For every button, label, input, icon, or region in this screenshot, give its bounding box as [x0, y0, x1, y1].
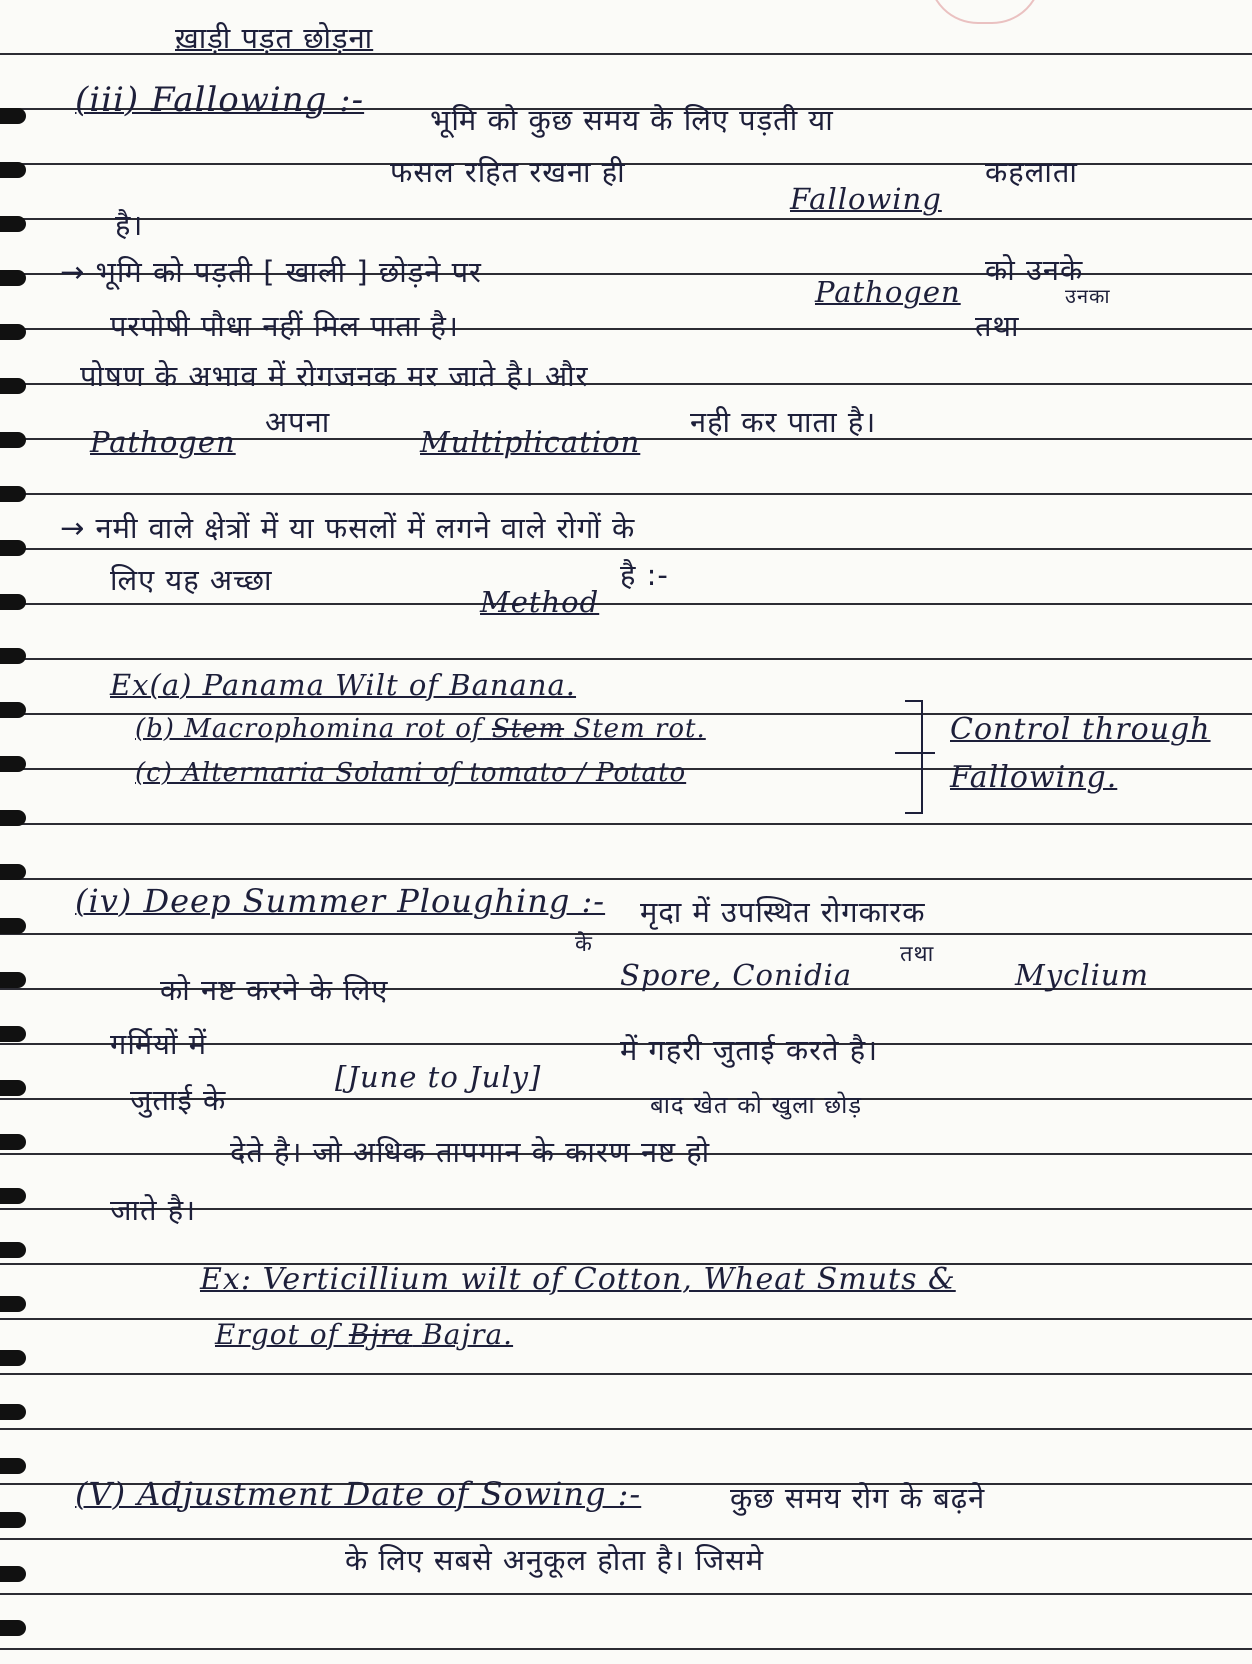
binding-ring — [0, 1512, 26, 1528]
binding-ring — [0, 216, 26, 232]
text-line: के — [575, 932, 593, 957]
binding-ring — [0, 1026, 26, 1042]
term-multiplication: Multiplication — [420, 425, 641, 459]
binding-ring — [0, 378, 26, 394]
binding-ring — [0, 810, 26, 826]
binding-ring — [0, 432, 26, 448]
binding-ring — [0, 756, 26, 772]
text-line: तथा — [900, 942, 935, 967]
example-part: Ergot of — [215, 1318, 339, 1351]
example-b — [135, 714, 706, 744]
term-spore-conidia: Spore, Conidia — [620, 958, 853, 992]
example-part: Bajra. — [422, 1318, 514, 1351]
text-line: लिए यह अच्छा — [110, 563, 273, 597]
binding-ring — [0, 702, 26, 718]
text-line: → नमी वाले क्षेत्रों में या फसलों में लगने वाले रोगों के — [60, 511, 636, 545]
binding-ring — [0, 162, 26, 178]
text-line: बाद खेत को खुला छोड़ — [650, 1091, 863, 1119]
text-line: उनका — [1065, 284, 1111, 308]
binding-ring — [0, 1404, 26, 1420]
example-a: Ex(a) Panama Wilt of Banana. — [110, 668, 577, 702]
control-note: Fallowing. — [950, 760, 1118, 795]
bracket-arrow — [895, 752, 935, 754]
binding-ring — [0, 594, 26, 610]
term-pathogen: Pathogen — [90, 425, 236, 459]
binding-ring — [0, 1134, 26, 1150]
binding-ring — [0, 540, 26, 556]
text-line: तथा — [975, 309, 1020, 343]
text-line: कहलाता — [985, 155, 1078, 189]
binding-ring — [0, 1242, 26, 1258]
term-june-july: [June to July] — [335, 1060, 542, 1094]
spiral-binding — [0, 0, 40, 1664]
term-mycelium: Myclium — [1015, 958, 1150, 992]
binding-ring — [0, 1458, 26, 1474]
text-line: परपोषी पौधा नहीं मिल पाता है। — [110, 309, 459, 343]
text-line: जुताई के — [130, 1083, 227, 1117]
text-line: अपना — [265, 405, 331, 439]
text-line: है :- — [620, 558, 669, 592]
binding-ring — [0, 1080, 26, 1096]
term-method: Method — [480, 585, 600, 619]
text-line: नही कर पाता है। — [690, 405, 877, 439]
text-line: कुछ समय रोग के बढ़ने — [730, 1481, 986, 1515]
text-line: पोषण के अभाव में रोगजनक मर जाते है। और — [80, 359, 589, 393]
binding-ring — [0, 270, 26, 286]
binding-ring — [0, 108, 26, 124]
example-b-part2: Stem rot. — [573, 714, 706, 744]
text-line: है। — [115, 208, 144, 242]
section-heading-fallowing: (iii) Fallowing :- — [75, 80, 365, 120]
text-line: को नष्ट करने के लिए — [160, 973, 389, 1007]
section-heading-sowing: (V) Adjustment Date of Sowing :- — [75, 1475, 642, 1513]
control-note: Control through — [950, 712, 1211, 747]
term-pathogen: Pathogen — [815, 275, 961, 309]
binding-ring — [0, 864, 26, 880]
corner-stamp-mark — [928, 0, 1042, 24]
binding-ring — [0, 972, 26, 988]
binding-ring — [0, 1296, 26, 1312]
text-line: फसल रहित रखना ही — [390, 155, 626, 189]
text-line: को उनके — [985, 253, 1084, 287]
text-line: में गहरी जुताई करते है। — [620, 1033, 879, 1067]
section-heading-ploughing: (iv) Deep Summer Ploughing :- — [75, 882, 606, 920]
text-line: गर्मियों में — [110, 1027, 208, 1061]
example-c: (c) Alternaria Solani of tomato / Potato — [135, 758, 687, 788]
binding-ring — [0, 1188, 26, 1204]
term-fallowing: Fallowing — [790, 182, 942, 216]
ploughing-example-2 — [215, 1318, 513, 1351]
binding-ring — [0, 324, 26, 340]
text-line: के लिए सबसे अनुकूल होता है। जिसमे — [345, 1543, 765, 1577]
example-b-part1: (b) Macrophomina rot of — [135, 714, 483, 744]
binding-ring — [0, 918, 26, 934]
struck-word: Stem — [491, 714, 565, 744]
binding-ring — [0, 1566, 26, 1582]
right-bracket — [905, 700, 923, 814]
text-line: भूमि को कुछ समय के लिए पड़ती या — [430, 103, 834, 137]
binding-ring — [0, 1620, 26, 1636]
binding-ring — [0, 1350, 26, 1366]
binding-ring — [0, 648, 26, 664]
struck-word: Bjra — [348, 1318, 413, 1351]
text-line: मृदा में उपस्थित रोगकारक — [640, 895, 926, 929]
text-line: → भूमि को पड़ती [ खाली ] छोड़ने पर — [60, 255, 482, 289]
text-line: जाते है। — [110, 1193, 197, 1227]
ploughing-example: Ex: Verticillium wilt of Cotton, Wheat Smuts & — [200, 1262, 956, 1297]
text-line: देते है। जो अधिक तापमान के कारण नष्ट हो — [230, 1135, 711, 1169]
hindi-title: ख़ाड़ी पड़त छोड़ना — [175, 21, 374, 55]
binding-ring — [0, 486, 26, 502]
